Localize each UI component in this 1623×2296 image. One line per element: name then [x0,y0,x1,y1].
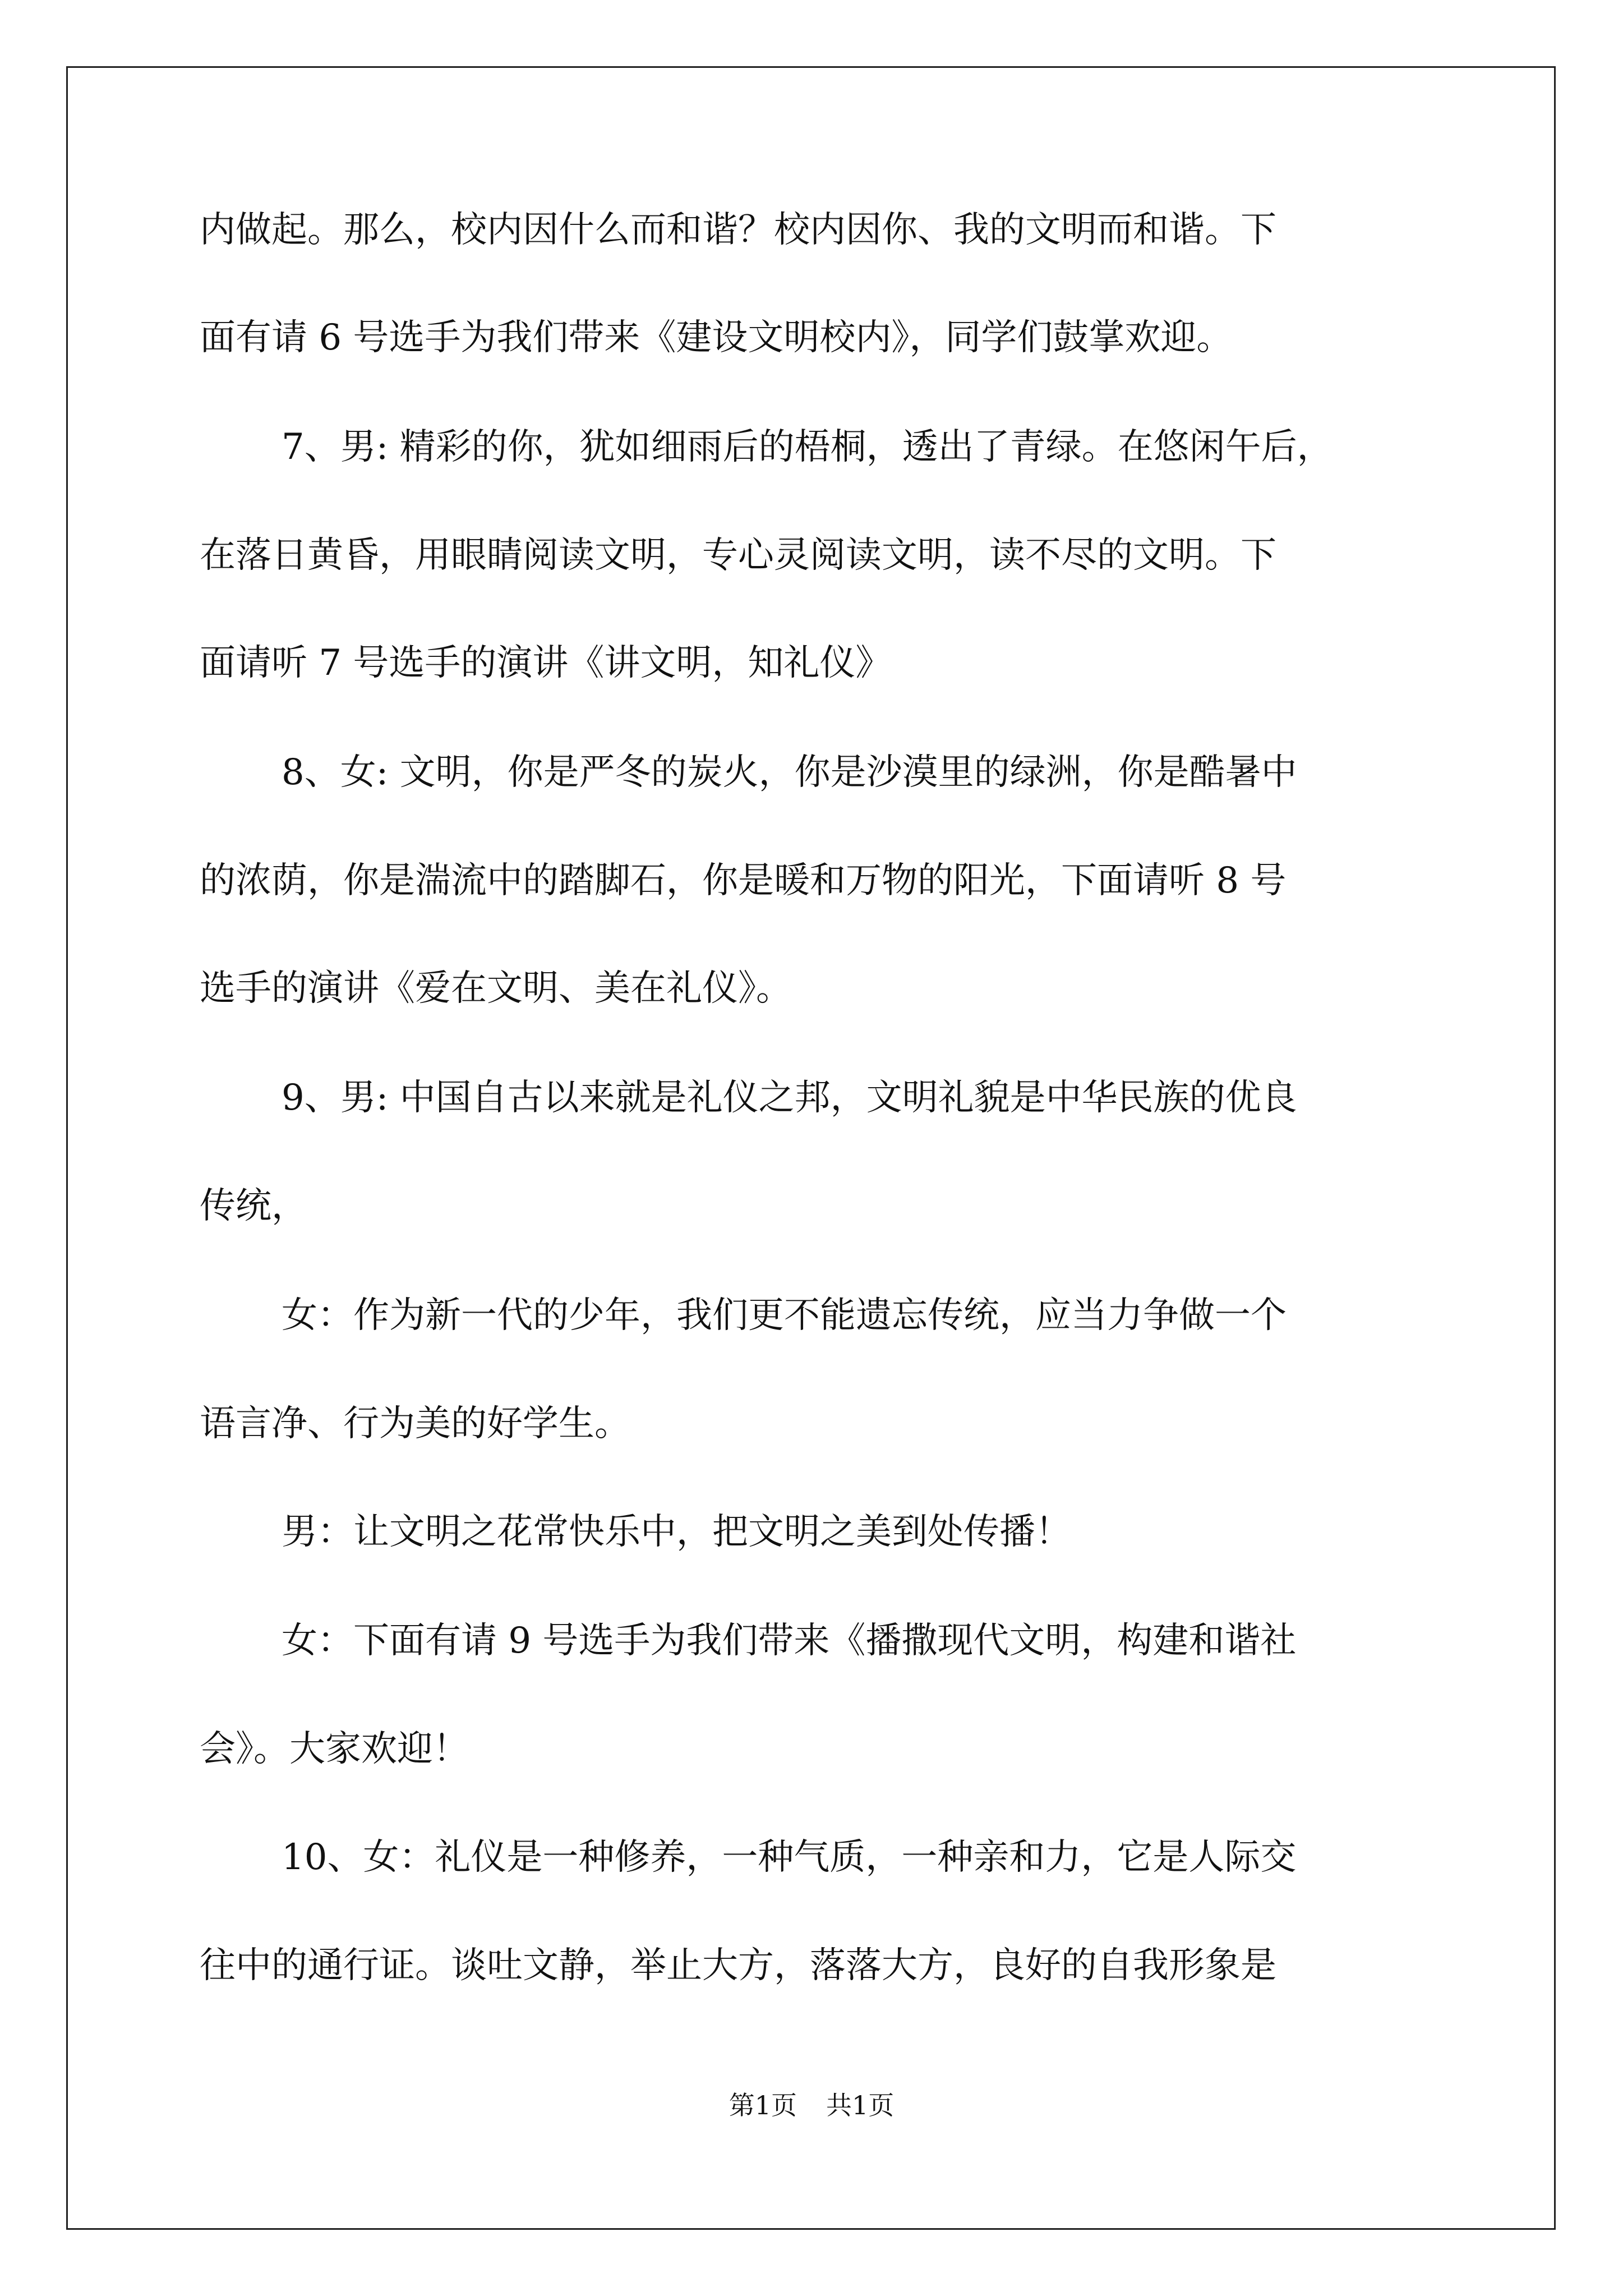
text-line: 男：让文明之花常快乐中，把文明之美到处传播！ [282,1511,1071,1553]
page-count: 共1页 [826,2090,895,2120]
text-line: 7、男: 精彩的你，犹如细雨后的梧桐，透出了青绿。在悠闲午后， [282,426,1333,468]
text-line: 女：下面有请 9 号选手为我们带来《播撒现代文明，构建和谐社 [282,1620,1297,1662]
text-line: 10、女：礼仪是一种修养，一种气质，一种亲和力，它是人际交 [282,1837,1297,1878]
text-line: 语言净、行为美的好学生。 [200,1403,630,1444]
page-number: 第1页 [728,2090,797,2120]
text-line: 选手的演讲《爱在文明、美在礼仪》。 [200,968,792,1009]
page-border [66,66,1556,2230]
page-footer [0,2090,1623,2121]
text-line: 面有请 6 号选手为我们带来《建设文明校内》，同学们鼓掌欢迎。 [200,317,1233,358]
text-line: 在落日黄昏，用眼睛阅读文明，专心灵阅读文明，读不尽的文明。下 [200,535,1276,576]
text-line: 内做起。那么，校内因什么而和谐？校内因你、我的文明而和谐。下 [200,209,1276,251]
text-line: 往中的通行证。谈吐文静，举止大方，落落大方，良好的自我形象是 [200,1945,1276,1986]
text-line: 8、女: 文明，你是严冬的炭火，你是沙漠里的绿洲，你是酷暑中 [282,752,1297,793]
text-line: 的浓荫，你是湍流中的踏脚石，你是暖和万物的阳光，下面请听 8 号 [200,860,1287,901]
text-line: 9、男: 中国自古以来就是礼仪之邦，文明礼貌是中华民族的优良 [282,1077,1297,1119]
text-line: 面请听 7 号选手的演讲《讲文明，知礼仪》 [200,642,892,684]
text-line: 女：作为新一代的少年，我们更不能遗忘传统，应当力争做一个 [282,1295,1287,1336]
text-line: 传统， [200,1185,307,1227]
text-line: 会》。大家欢迎！ [200,1728,469,1770]
